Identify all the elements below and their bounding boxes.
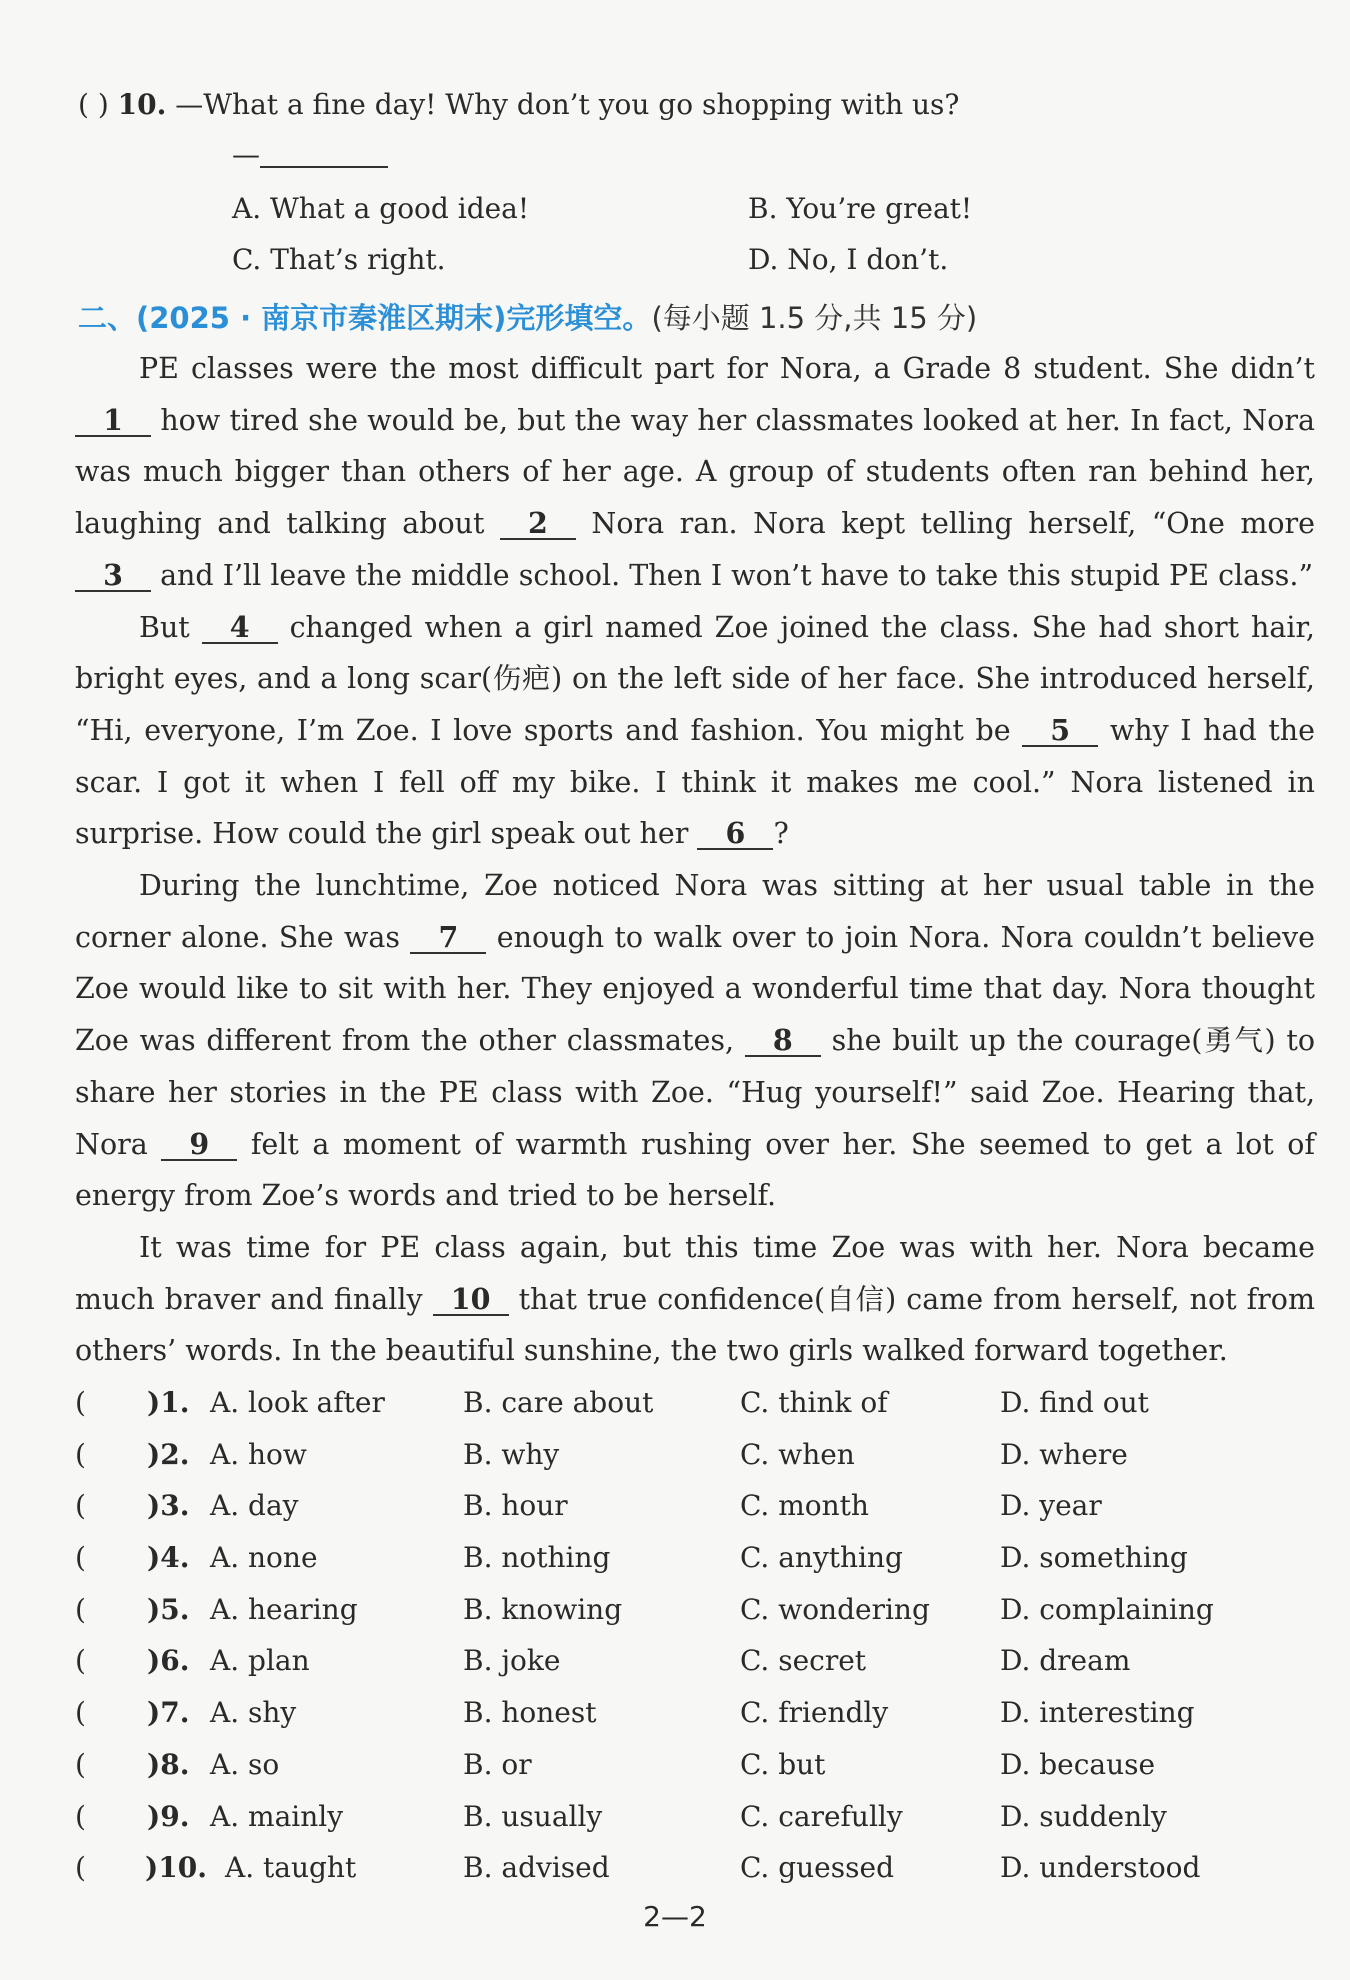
passage-paragraph-4 bbox=[75, 1222, 1315, 1377]
passage-text: enough to walk over to join Nora. Nora couldn’t believe Zoe would like to sit with her. They enjoyed a wonderful time that day. Nora thought Zoe was different from the other classmates, bbox=[75, 920, 1316, 1058]
section-points: (每小题 1.5 分,共 15 分) bbox=[651, 301, 978, 335]
answer-paren[interactable]: ( bbox=[75, 1592, 86, 1626]
blank-5[interactable]: 5 bbox=[1022, 715, 1098, 747]
passage-text: But bbox=[139, 610, 190, 644]
option-c[interactable]: C. guessed bbox=[740, 1851, 894, 1885]
option-b[interactable]: B. nothing bbox=[463, 1541, 611, 1575]
option-b[interactable]: B. honest bbox=[463, 1696, 597, 1730]
option-c[interactable]: C. wondering bbox=[740, 1592, 930, 1626]
passage-paragraph-2 bbox=[75, 602, 1315, 861]
passage-text: and I’ll leave the middle school. Then I won’t have to take this stupid PE class.” bbox=[160, 558, 1314, 592]
option-b[interactable]: B. joke bbox=[463, 1644, 561, 1678]
q10-question-line bbox=[78, 88, 959, 121]
q10-number: 10. bbox=[117, 88, 167, 121]
q10-option-d: D. No, I don’t. bbox=[748, 243, 949, 276]
answer-paren[interactable]: ( bbox=[75, 1747, 86, 1781]
question-number: )9. bbox=[147, 1799, 190, 1833]
blank-8[interactable]: 8 bbox=[745, 1025, 821, 1057]
option-a[interactable]: A. so bbox=[210, 1747, 280, 1781]
question-number: )7. bbox=[147, 1696, 190, 1730]
question-number: )3. bbox=[147, 1489, 190, 1523]
option-b[interactable]: B. or bbox=[463, 1747, 532, 1781]
answer-paren[interactable]: ( bbox=[75, 1644, 86, 1678]
q10-option-a: A. What a good idea! bbox=[232, 192, 530, 225]
option-d[interactable]: D. find out bbox=[1000, 1386, 1149, 1419]
option-row-9 bbox=[75, 1794, 1315, 1846]
option-d[interactable]: D. interesting bbox=[1000, 1696, 1195, 1730]
option-b[interactable]: B. care about bbox=[463, 1386, 654, 1419]
passage-text: she built up the courage(勇气) to share her stories in the PE class with Zoe. “Hug yourself!” said Zoe. Hearing that, Nora bbox=[75, 1024, 1316, 1161]
option-d[interactable]: D. year bbox=[1000, 1489, 1102, 1523]
answer-paren[interactable]: ( bbox=[75, 1696, 86, 1730]
q10-option-c: C. That’s right. bbox=[232, 243, 446, 276]
option-row-1 bbox=[75, 1380, 1315, 1432]
option-a[interactable]: A. plan bbox=[210, 1644, 310, 1678]
option-row-6 bbox=[75, 1638, 1315, 1690]
passage-paragraph-3 bbox=[75, 860, 1315, 1222]
option-a[interactable]: A. none bbox=[210, 1541, 318, 1575]
option-row-3 bbox=[75, 1483, 1315, 1535]
option-a[interactable]: A. look after bbox=[210, 1386, 385, 1419]
option-b[interactable]: B. advised bbox=[463, 1851, 610, 1885]
option-c[interactable]: C. secret bbox=[740, 1644, 867, 1678]
q10-reply-line bbox=[232, 138, 388, 171]
q10-question-text: —What a fine day! Why don’t you go shopping with us? bbox=[175, 88, 960, 121]
option-row-7 bbox=[75, 1690, 1315, 1742]
blank-7[interactable]: 7 bbox=[410, 922, 486, 954]
answer-paren[interactable]: ( bbox=[75, 1437, 86, 1471]
page-number: 2—2 bbox=[643, 1900, 707, 1933]
passage-text: During the lunchtime, Zoe noticed Nora was sitting at her usual table in the corner alone. She was bbox=[75, 869, 1315, 954]
option-row-2 bbox=[75, 1432, 1315, 1484]
question-number: )6. bbox=[147, 1644, 190, 1678]
passage-paragraph-1 bbox=[75, 343, 1315, 602]
option-a[interactable]: A. day bbox=[210, 1489, 299, 1523]
question-number: )4. bbox=[147, 1541, 190, 1575]
option-d[interactable]: D. understood bbox=[1000, 1851, 1201, 1885]
passage-text: why I had the scar. I got it when I fell off my bike. I think it makes me cool.” Nora listened in surprise. How could the girl speak out her bbox=[75, 713, 1315, 851]
passage-text: how tired she would be, but the way her classmates looked at her. In fact, Nora was much bigger than others of her age. A group of students often ran behind her, laughing and talking about bbox=[75, 403, 1316, 541]
option-c[interactable]: C. friendly bbox=[740, 1696, 889, 1730]
option-a[interactable]: A. shy bbox=[210, 1696, 297, 1730]
blank-3[interactable]: 3 bbox=[75, 560, 151, 592]
option-a[interactable]: A. hearing bbox=[210, 1592, 358, 1626]
blank-9[interactable]: 9 bbox=[161, 1129, 237, 1161]
options-list bbox=[75, 1380, 1315, 1897]
option-row-4 bbox=[75, 1535, 1315, 1587]
passage-text: PE classes were the most difficult part for Nora, a Grade 8 student. She didn’t bbox=[139, 352, 1315, 385]
option-c[interactable]: C. month bbox=[740, 1489, 869, 1523]
question-number: )2. bbox=[147, 1437, 190, 1471]
answer-paren[interactable]: ( bbox=[75, 1489, 86, 1523]
option-d[interactable]: D. something bbox=[1000, 1541, 1188, 1575]
blank-2[interactable]: 2 bbox=[500, 508, 576, 540]
section-title bbox=[78, 296, 977, 337]
option-a[interactable]: A. how bbox=[210, 1437, 307, 1471]
option-d[interactable]: D. dream bbox=[1000, 1644, 1131, 1678]
blank-1[interactable]: 1 bbox=[75, 405, 151, 437]
option-b[interactable]: B. why bbox=[463, 1437, 560, 1471]
option-d[interactable]: D. where bbox=[1000, 1437, 1128, 1471]
question-number: )1. bbox=[147, 1386, 190, 1419]
answer-paren[interactable]: ( bbox=[75, 1541, 86, 1575]
blank-10[interactable]: 10 bbox=[433, 1284, 509, 1316]
passage-text: It was time for PE class again, but this time Zoe was with her. Nora became much braver and finally bbox=[75, 1230, 1315, 1316]
option-d[interactable]: D. complaining bbox=[1000, 1592, 1214, 1626]
option-d[interactable]: D. suddenly bbox=[1000, 1799, 1167, 1833]
passage-text: ? bbox=[773, 817, 789, 851]
option-b[interactable]: B. knowing bbox=[463, 1592, 623, 1626]
option-b[interactable]: B. hour bbox=[463, 1489, 568, 1523]
question-number: )10. bbox=[145, 1851, 207, 1885]
section-title-main: 二、(2025 · 南京市秦淮区期末)完形填空。 bbox=[78, 301, 652, 335]
option-c[interactable]: C. but bbox=[740, 1747, 826, 1781]
option-a[interactable]: A. mainly bbox=[210, 1799, 344, 1833]
option-row-8 bbox=[75, 1742, 1315, 1794]
option-c[interactable]: C. think of bbox=[740, 1386, 888, 1419]
option-c[interactable]: C. carefully bbox=[740, 1799, 903, 1833]
q10-option-b: B. You’re great! bbox=[748, 192, 973, 225]
passage-text: Nora ran. Nora kept telling herself, “One more bbox=[591, 507, 1316, 541]
question-number: )8. bbox=[147, 1747, 190, 1781]
option-row-5 bbox=[75, 1587, 1315, 1639]
passage-text: that true confidence(自信) came from herself, not from others’ words. In the beautiful sunshine, the two girls walked forward together. bbox=[75, 1282, 1315, 1368]
blank-4[interactable]: 4 bbox=[202, 612, 278, 644]
q10-reply-dash: — bbox=[232, 138, 260, 171]
answer-paren[interactable]: ( bbox=[75, 1851, 86, 1885]
option-c[interactable]: C. when bbox=[740, 1437, 855, 1471]
question-number: )5. bbox=[147, 1592, 190, 1626]
option-row-10 bbox=[75, 1845, 1315, 1897]
cloze-passage bbox=[75, 343, 1315, 1377]
option-d[interactable]: D. because bbox=[1000, 1747, 1156, 1781]
option-b[interactable]: B. usually bbox=[463, 1799, 603, 1833]
q10-reply-blank bbox=[260, 138, 388, 168]
q10-paren: ( ) bbox=[78, 88, 109, 121]
answer-paren[interactable]: ( bbox=[75, 1386, 86, 1419]
answer-paren[interactable]: ( bbox=[75, 1799, 86, 1833]
option-c[interactable]: C. anything bbox=[740, 1541, 903, 1575]
passage-text: changed when a girl named Zoe joined the class. She had short hair, bright eyes, and a long scar(伤疤) on the left side of her face. She introduced herself, “Hi, everyone, I’m Zoe. I love sports and fashion. You might be bbox=[75, 610, 1315, 747]
option-a[interactable]: A. taught bbox=[225, 1851, 357, 1885]
passage-text: felt a moment of warmth rushing over her. She seemed to get a lot of energy from Zoe’s words and tried to be herself. bbox=[75, 1127, 1316, 1213]
blank-6[interactable]: 6 bbox=[697, 818, 773, 850]
